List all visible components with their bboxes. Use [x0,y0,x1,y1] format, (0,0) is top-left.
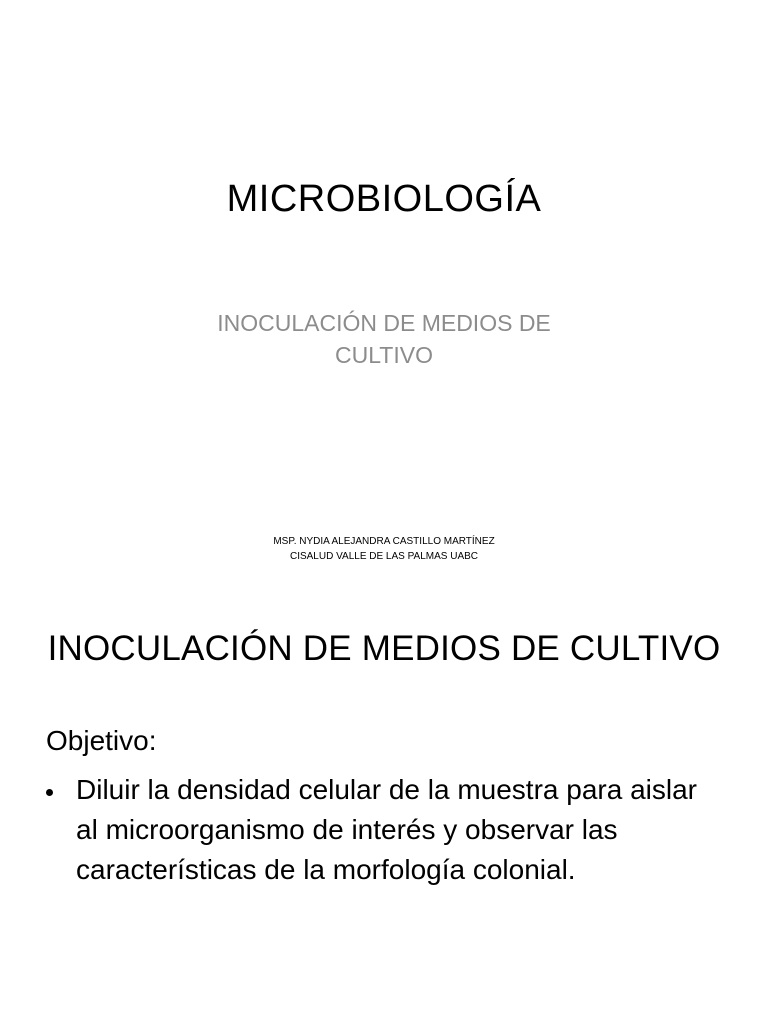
author-block [0,534,768,564]
slide-title: INOCULACIÓN DE MEDIOS DE CULTIVO [47,629,721,668]
content-slide [0,600,768,1024]
objective-label: Objetivo: [46,725,157,756]
bullet-list [46,770,726,890]
author-affiliation: CISALUD VALLE DE LAS PALMAS UABC [289,551,479,562]
author-name: MSP. NYDIA ALEJANDRA CASTILLO MARTÍNEZ [273,536,495,547]
bullet-icon [46,789,53,796]
slide-subtitle: INOCULACIÓN DE MEDIOS DE CULTIVO [217,310,551,368]
slide-title: MICROBIOLOGÍA [226,178,542,220]
bullet-text: Diluir la densidad celular de la muestra para aislar al microorganismo de interés y observar las características de la morfología colonial. [76,774,697,885]
list-item [46,770,726,890]
